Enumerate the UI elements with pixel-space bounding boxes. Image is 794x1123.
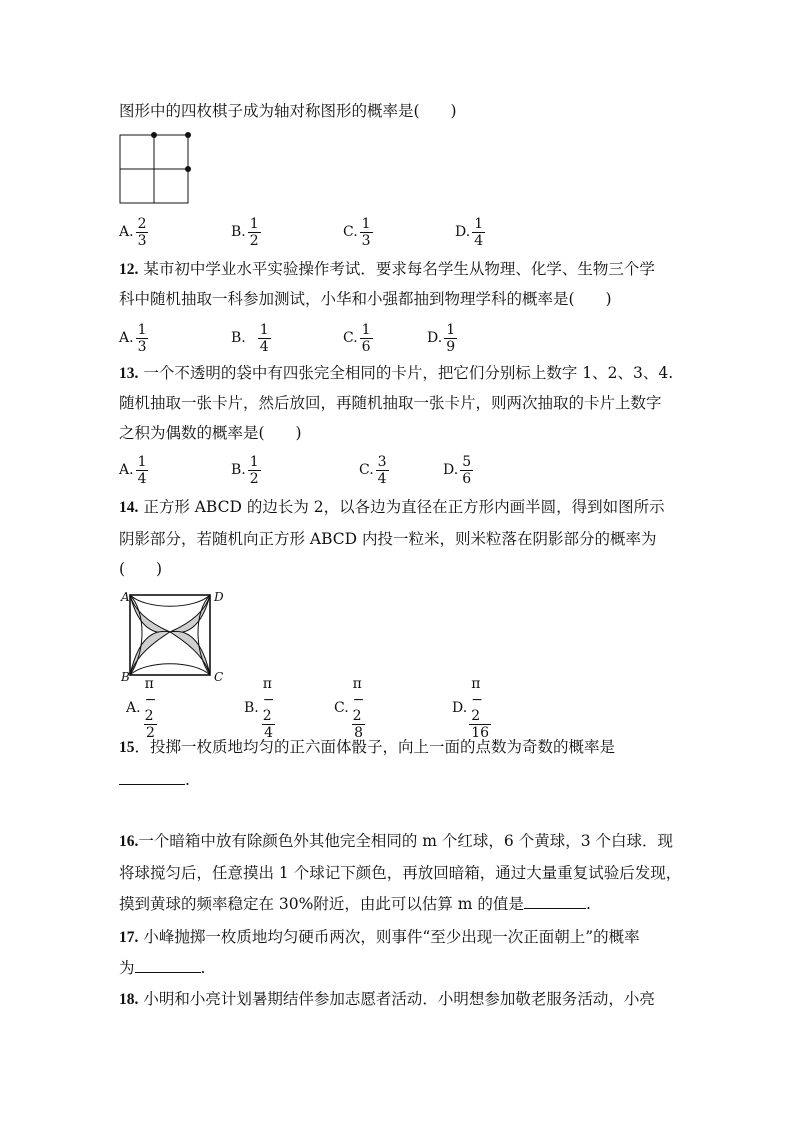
q14-line3: ( ) — [119, 560, 163, 578]
q14-label-d: D — [214, 590, 224, 604]
q11-grid-figure — [115, 128, 195, 208]
q15-line2: . — [119, 768, 679, 791]
q14-label-a: A — [121, 590, 130, 604]
q15-line1: 15．投掷一枚质地均匀的正六面体骰子，向上一面的点数为奇数的概率是 — [119, 738, 616, 756]
q12-option-a[interactable]: A. $\frac{1}{3}$ — [119, 321, 147, 355]
q13-line2: 随机抽取一张卡片，然后放回，再随机抽取一张卡片，则两次抽取的卡片上数字 — [119, 394, 662, 412]
q12-option-b[interactable]: B. $\frac{1}{4}$ — [231, 321, 269, 355]
q13-option-b[interactable]: B. $\frac{1}{2}$ — [231, 453, 259, 487]
q12-option-c[interactable]: C. $\frac{1}{6}$ — [343, 321, 371, 355]
q13-option-a[interactable]: A. $\frac{1}{4}$ — [119, 453, 147, 487]
q14-option-d[interactable]: D. $\frac{\pi - 2}{16}$ — [452, 675, 490, 741]
q13-option-c[interactable]: C. $\frac{3}{4}$ — [359, 453, 387, 487]
q13-line1: 13. 一个不透明的袋中有四张完全相同的卡片，把它们分别标上数字 1、2、3、4. — [119, 364, 674, 382]
q11-text: 图形中的四枚棋子成为轴对称图形的概率是( ) — [119, 102, 457, 120]
q17-answer-blank[interactable] — [135, 956, 201, 973]
q18-line1: 18. 小明和小亮计划暑期结伴参加志愿者活动．小明想参加敬老服务活动，小亮 — [119, 990, 655, 1008]
q12-line2: 科中随机抽取一科参加测试，小华和小强都抽到物理学科的概率是( ) — [119, 290, 612, 308]
q12-line1: 12. 某市初中学业水平实验操作考试．要求每名学生从物理、化学、生物三个学 — [119, 260, 655, 278]
q16-line2: 将球搅匀后，任意摸出 1 个球记下颜色，再放回暗箱，通过大量重复试验后发现， — [119, 864, 682, 882]
q17-line2: 为 . — [119, 956, 679, 979]
q11-option-b[interactable]: B. $\frac{1}{2}$ — [231, 215, 259, 249]
q11-option-c[interactable]: C. $\frac{1}{3}$ — [343, 215, 371, 249]
q16-line3: 摸到黄球的频率稳定在 30%附近，由此可以估算 m 的值是 . — [119, 892, 679, 915]
q15-answer-blank[interactable] — [119, 768, 185, 785]
q16-answer-blank[interactable] — [524, 892, 586, 909]
q16-line1: 16.一个暗箱中放有除颜色外其他完全相同的 m 个红球，6 个黄球，3 个白球．现 — [119, 832, 674, 850]
q14-option-c[interactable]: C. $\frac{\pi - 2}{8}$ — [334, 675, 365, 741]
q14-option-b[interactable]: B. $\frac{\pi - 2}{4}$ — [244, 675, 275, 741]
q13-option-d[interactable]: D. $\frac{5}{6}$ — [443, 453, 472, 487]
q12-option-d[interactable]: D. $\frac{1}{9}$ — [427, 321, 456, 355]
q14-line2: 阴影部分，若随机向正方形 ABCD 内投一粒米，则米粒落在阴影部分的概率为 — [119, 530, 657, 548]
q14-line1: 14. 正方形 ABCD 的边长为 2，以各边为直径在正方形内画半圆，得到如图所示 — [119, 498, 665, 516]
q14-option-a[interactable]: A. $\frac{\pi - 2}{2}$ — [126, 675, 157, 741]
q14-label-c: C — [214, 670, 224, 684]
q13-line3: 之积为偶数的概率是( ) — [119, 424, 302, 442]
q14-label-b: B — [121, 670, 130, 684]
q14-square-figure — [116, 588, 230, 688]
q11-option-d[interactable]: D. $\frac{1}{4}$ — [455, 215, 484, 249]
q17-line1: 17. 小峰抛掷一枚质地均匀硬币两次，则事件“至少出现一次正面朝上”的概率 — [119, 928, 640, 946]
q11-option-a[interactable]: A. $\frac{2}{3}$ — [119, 215, 147, 249]
